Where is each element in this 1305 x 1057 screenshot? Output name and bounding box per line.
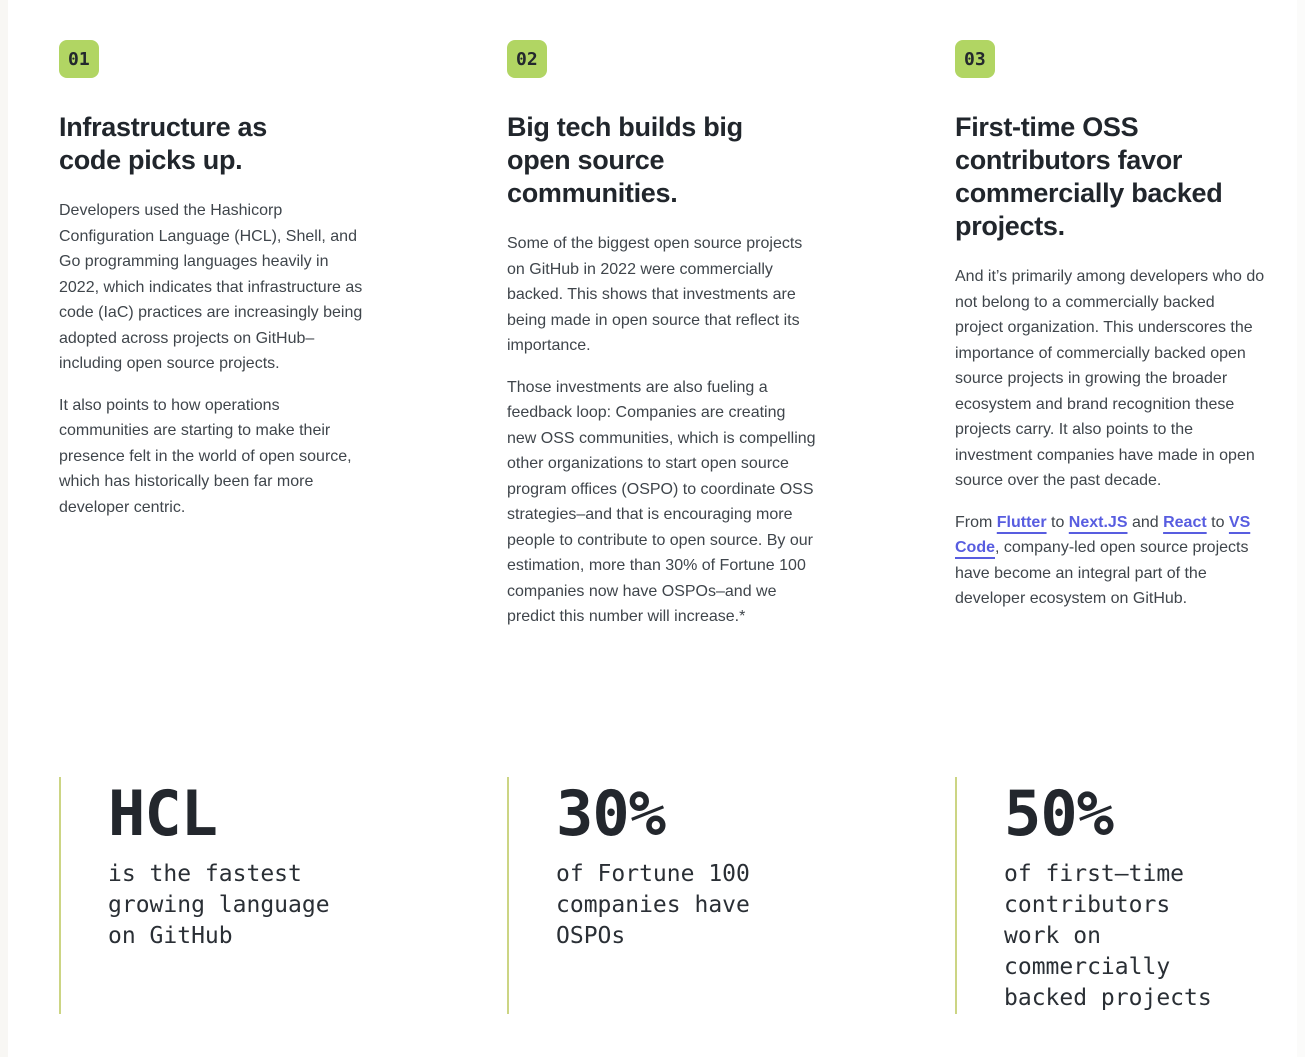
stat-value: 50% — [1004, 777, 1113, 850]
text-segment: to — [1206, 513, 1229, 531]
stat-caption: of Fortune 100 companies have OSPOs — [556, 861, 750, 949]
stat-block-hcl — [59, 777, 351, 1014]
page-right-edge — [1297, 0, 1305, 1057]
text-segment: to — [1046, 513, 1069, 531]
react-link[interactable]: React — [1163, 513, 1207, 531]
highlight-column-3 — [955, 40, 1265, 777]
text-segment: and — [1127, 513, 1164, 531]
section-heading-2: Big tech builds big open source communities. — [507, 112, 743, 208]
section-number-badge-03: 03 — [955, 40, 995, 78]
stat-caption: of first–time contributors work on commercially backed projects — [1004, 861, 1212, 1011]
section-heading-3: First-time OSS contributors favor commercially backed projects. — [955, 112, 1223, 241]
section-paragraph-links — [955, 510, 1267, 612]
section-paragraph: Some of the biggest open source projects on GitHub in 2022 were commercially backed. This shows that investments are being made in open source that reflect its importance. — [507, 235, 803, 354]
section-paragraph: And it’s primarily among developers who do not belong to a commercially backed project organization. This underscores the importance of commercially backed open source projects in growing the broader ecosystem and brand recognition these projects carry. It also points to the investment companies have made in open source over the past decade. — [955, 268, 1265, 489]
page-left-edge — [0, 0, 8, 1057]
highlight-column-2 — [507, 40, 816, 777]
section-paragraph: Developers used the Hashicorp Configuration Language (HCL), Shell, and Go programming languages heavily in 2022, which indicates that infrastructure as code (IaC) practices are increasingly being adopted across projects on GitHub–including open source projects. — [59, 202, 363, 372]
stat-value: 30% — [556, 777, 665, 850]
section-paragraph: It also points to how operations communities are starting to make their presence felt in the world of open source, which has historically been far more developer centric. — [59, 396, 352, 516]
text-segment: , company-led open source projects have become an integral part of the developer ecosystem on GitHub. — [955, 539, 1249, 607]
text-segment: From — [955, 513, 997, 531]
stat-caption: is the fastest growing language on GitHub — [108, 861, 330, 949]
section-number-badge-01: 01 — [59, 40, 99, 78]
stat-block-ospo — [507, 777, 799, 1014]
vscode-link[interactable]: VS Code — [955, 513, 1251, 556]
highlight-column-1 — [59, 40, 363, 777]
section-paragraph: Those investments are also fueling a feedback loop: Companies are creating new OSS communities, which is compelling other organizations to start open source program offices (OSPO) to coordinate OSS strategies–and that is encouraging more people to contribute to open source. By our estimation, more than 30% of Fortune 100 companies now have OSPOs–and we predict this number will increase.* — [507, 378, 816, 625]
section-heading-1: Infrastructure as code picks up. — [59, 112, 267, 175]
stat-block-first-time — [955, 777, 1247, 1014]
flutter-link[interactable]: Flutter — [996, 513, 1047, 531]
nextjs-link[interactable]: Next.JS — [1068, 513, 1128, 531]
section-number-badge-02: 02 — [507, 40, 547, 78]
stat-value: HCL — [108, 777, 217, 850]
